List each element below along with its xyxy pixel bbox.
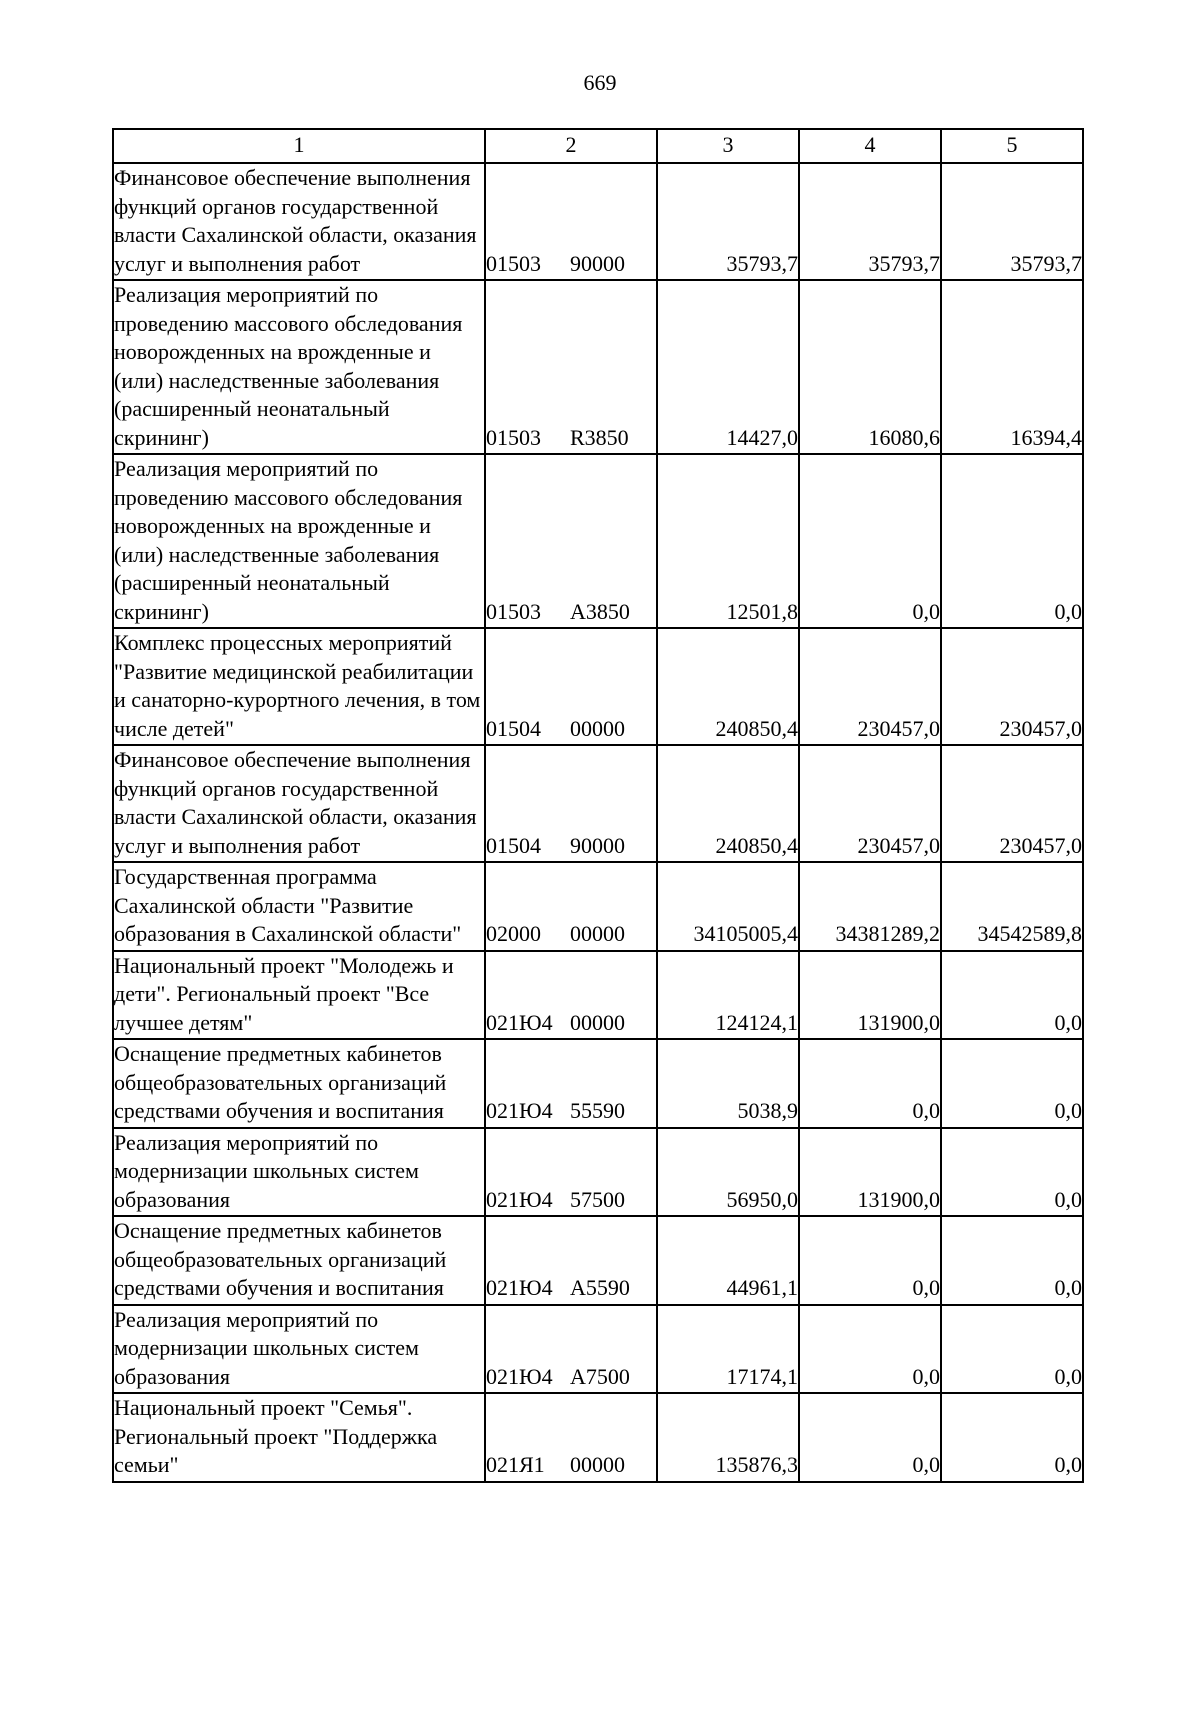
row-code	[485, 951, 657, 1040]
amount-col-3: 56950,0	[657, 1128, 799, 1217]
amount-col-5: 0,0	[941, 1039, 1083, 1128]
program-code: 021Ю4	[486, 1363, 553, 1389]
table-body	[113, 163, 1083, 1482]
program-code: 01503	[486, 598, 541, 624]
table-row	[113, 1216, 1083, 1305]
column-header-4: 4	[799, 129, 941, 163]
amount-col-3: 35793,7	[657, 163, 799, 280]
amount-col-4: 0,0	[799, 454, 941, 628]
amount-col-5: 230457,0	[941, 745, 1083, 862]
direction-code: 57500	[570, 1186, 625, 1212]
row-code	[485, 1393, 657, 1482]
column-header-3: 3	[657, 129, 799, 163]
row-name: Оснащение предметных кабинетов общеобразовательных организаций средствами обучения и воспитания	[113, 1039, 485, 1128]
direction-code: 55590	[570, 1098, 625, 1123]
table-row	[113, 1393, 1083, 1482]
table-row	[113, 280, 1083, 454]
amount-col-5: 0,0	[941, 951, 1083, 1040]
table-row	[113, 628, 1083, 745]
amount-col-5: 0,0	[941, 454, 1083, 628]
amount-col-3: 5038,9	[657, 1039, 799, 1128]
row-name: Реализация мероприятий по проведению массового обследования новорожденных на врожденные и (или) наследственные заболевания (расширенный неонатальный скрининг)	[113, 454, 485, 628]
column-header-1: 1	[113, 129, 485, 163]
amount-col-4: 34381289,2	[799, 862, 941, 951]
direction-code: R3850	[570, 424, 629, 450]
table-row	[113, 454, 1083, 628]
row-name: Комплекс процессных мероприятий "Развитие медицинской реабилитации и санаторно-курортного лечения, в том числе детей"	[113, 628, 485, 745]
row-code	[485, 745, 657, 862]
amount-col-5: 34542589,8	[941, 862, 1083, 951]
direction-code: 90000	[570, 832, 625, 858]
program-code: 01503	[486, 424, 541, 450]
table-row	[113, 1305, 1083, 1394]
table-row	[113, 862, 1083, 951]
row-code	[485, 454, 657, 628]
table-row	[113, 1039, 1083, 1128]
amount-col-5: 0,0	[941, 1305, 1083, 1394]
row-name: Реализация мероприятий по модернизации школьных систем образования	[113, 1128, 485, 1217]
program-code: 01504	[486, 715, 541, 741]
amount-col-4: 230457,0	[799, 745, 941, 862]
amount-col-3: 124124,1	[657, 951, 799, 1040]
row-name: Финансовое обеспечение выполнения функций органов государственной власти Сахалинской области, оказания услуг и выполнения работ	[113, 745, 485, 862]
amount-col-4: 230457,0	[799, 628, 941, 745]
row-name: Финансовое обеспечение выполнения функций органов государственной власти Сахалинской области, оказания услуг и выполнения работ	[113, 163, 485, 280]
amount-col-3: 14427,0	[657, 280, 799, 454]
row-code	[485, 862, 657, 951]
amount-col-4: 131900,0	[799, 951, 941, 1040]
amount-col-3: 12501,8	[657, 454, 799, 628]
direction-code: 00000	[570, 921, 625, 946]
amount-col-4: 16080,6	[799, 280, 941, 454]
row-name: Государственная программа Сахалинской области "Развитие образования в Сахалинской области"	[113, 862, 485, 951]
row-code	[485, 163, 657, 280]
row-code	[485, 1128, 657, 1217]
program-code: 02000	[486, 921, 541, 946]
direction-code: 00000	[570, 715, 625, 741]
amount-col-3: 240850,4	[657, 628, 799, 745]
row-code	[485, 1039, 657, 1128]
direction-code: 00000	[570, 1452, 625, 1477]
amount-col-5: 16394,4	[941, 280, 1083, 454]
direction-code: 90000	[570, 250, 625, 276]
amount-col-3: 17174,1	[657, 1305, 799, 1394]
row-name: Национальный проект "Семья". Региональный проект "Поддержка семьи"	[113, 1393, 485, 1482]
amount-col-5: 0,0	[941, 1393, 1083, 1482]
direction-code: 00000	[570, 1009, 625, 1035]
amount-col-4: 131900,0	[799, 1128, 941, 1217]
direction-code: А7500	[570, 1363, 630, 1389]
program-code: 01503	[486, 250, 541, 276]
budget-table	[112, 128, 1084, 1483]
row-name: Реализация мероприятий по проведению массового обследования новорожденных на врожденные и (или) наследственные заболевания (расширенный неонатальный скрининг)	[113, 280, 485, 454]
amount-col-3: 34105005,4	[657, 862, 799, 951]
amount-col-4: 35793,7	[799, 163, 941, 280]
program-code: 021Ю4	[486, 1009, 553, 1035]
table-header	[113, 129, 1083, 163]
program-code: 021Ю4	[486, 1275, 553, 1300]
row-name: Оснащение предметных кабинетов общеобразовательных организаций средствами обучения и воспитания	[113, 1216, 485, 1305]
header-row	[113, 129, 1083, 163]
amount-col-5: 230457,0	[941, 628, 1083, 745]
amount-col-4: 0,0	[799, 1039, 941, 1128]
table-row	[113, 1128, 1083, 1217]
row-code	[485, 1305, 657, 1394]
table-row	[113, 951, 1083, 1040]
amount-col-3: 44961,1	[657, 1216, 799, 1305]
amount-col-4: 0,0	[799, 1216, 941, 1305]
column-header-5: 5	[941, 129, 1083, 163]
amount-col-4: 0,0	[799, 1305, 941, 1394]
amount-col-4: 0,0	[799, 1393, 941, 1482]
row-code	[485, 280, 657, 454]
page-number: 669	[583, 70, 617, 95]
table-row	[113, 745, 1083, 862]
table-row	[113, 163, 1083, 280]
amount-col-3: 240850,4	[657, 745, 799, 862]
program-code: 021Я1	[486, 1452, 545, 1477]
program-code: 021Ю4	[486, 1186, 553, 1212]
direction-code: А5590	[570, 1275, 630, 1300]
row-name: Реализация мероприятий по модернизации школьных систем образования	[113, 1305, 485, 1394]
column-header-2: 2	[485, 129, 657, 163]
program-code: 01504	[486, 832, 541, 858]
amount-col-3: 135876,3	[657, 1393, 799, 1482]
row-name: Национальный проект "Молодежь и дети". Региональный проект "Все лучшее детям"	[113, 951, 485, 1040]
row-code	[485, 1216, 657, 1305]
amount-col-5: 0,0	[941, 1128, 1083, 1217]
direction-code: А3850	[570, 598, 630, 624]
amount-col-5: 0,0	[941, 1216, 1083, 1305]
program-code: 021Ю4	[486, 1098, 553, 1123]
row-code	[485, 628, 657, 745]
amount-col-5: 35793,7	[941, 163, 1083, 280]
